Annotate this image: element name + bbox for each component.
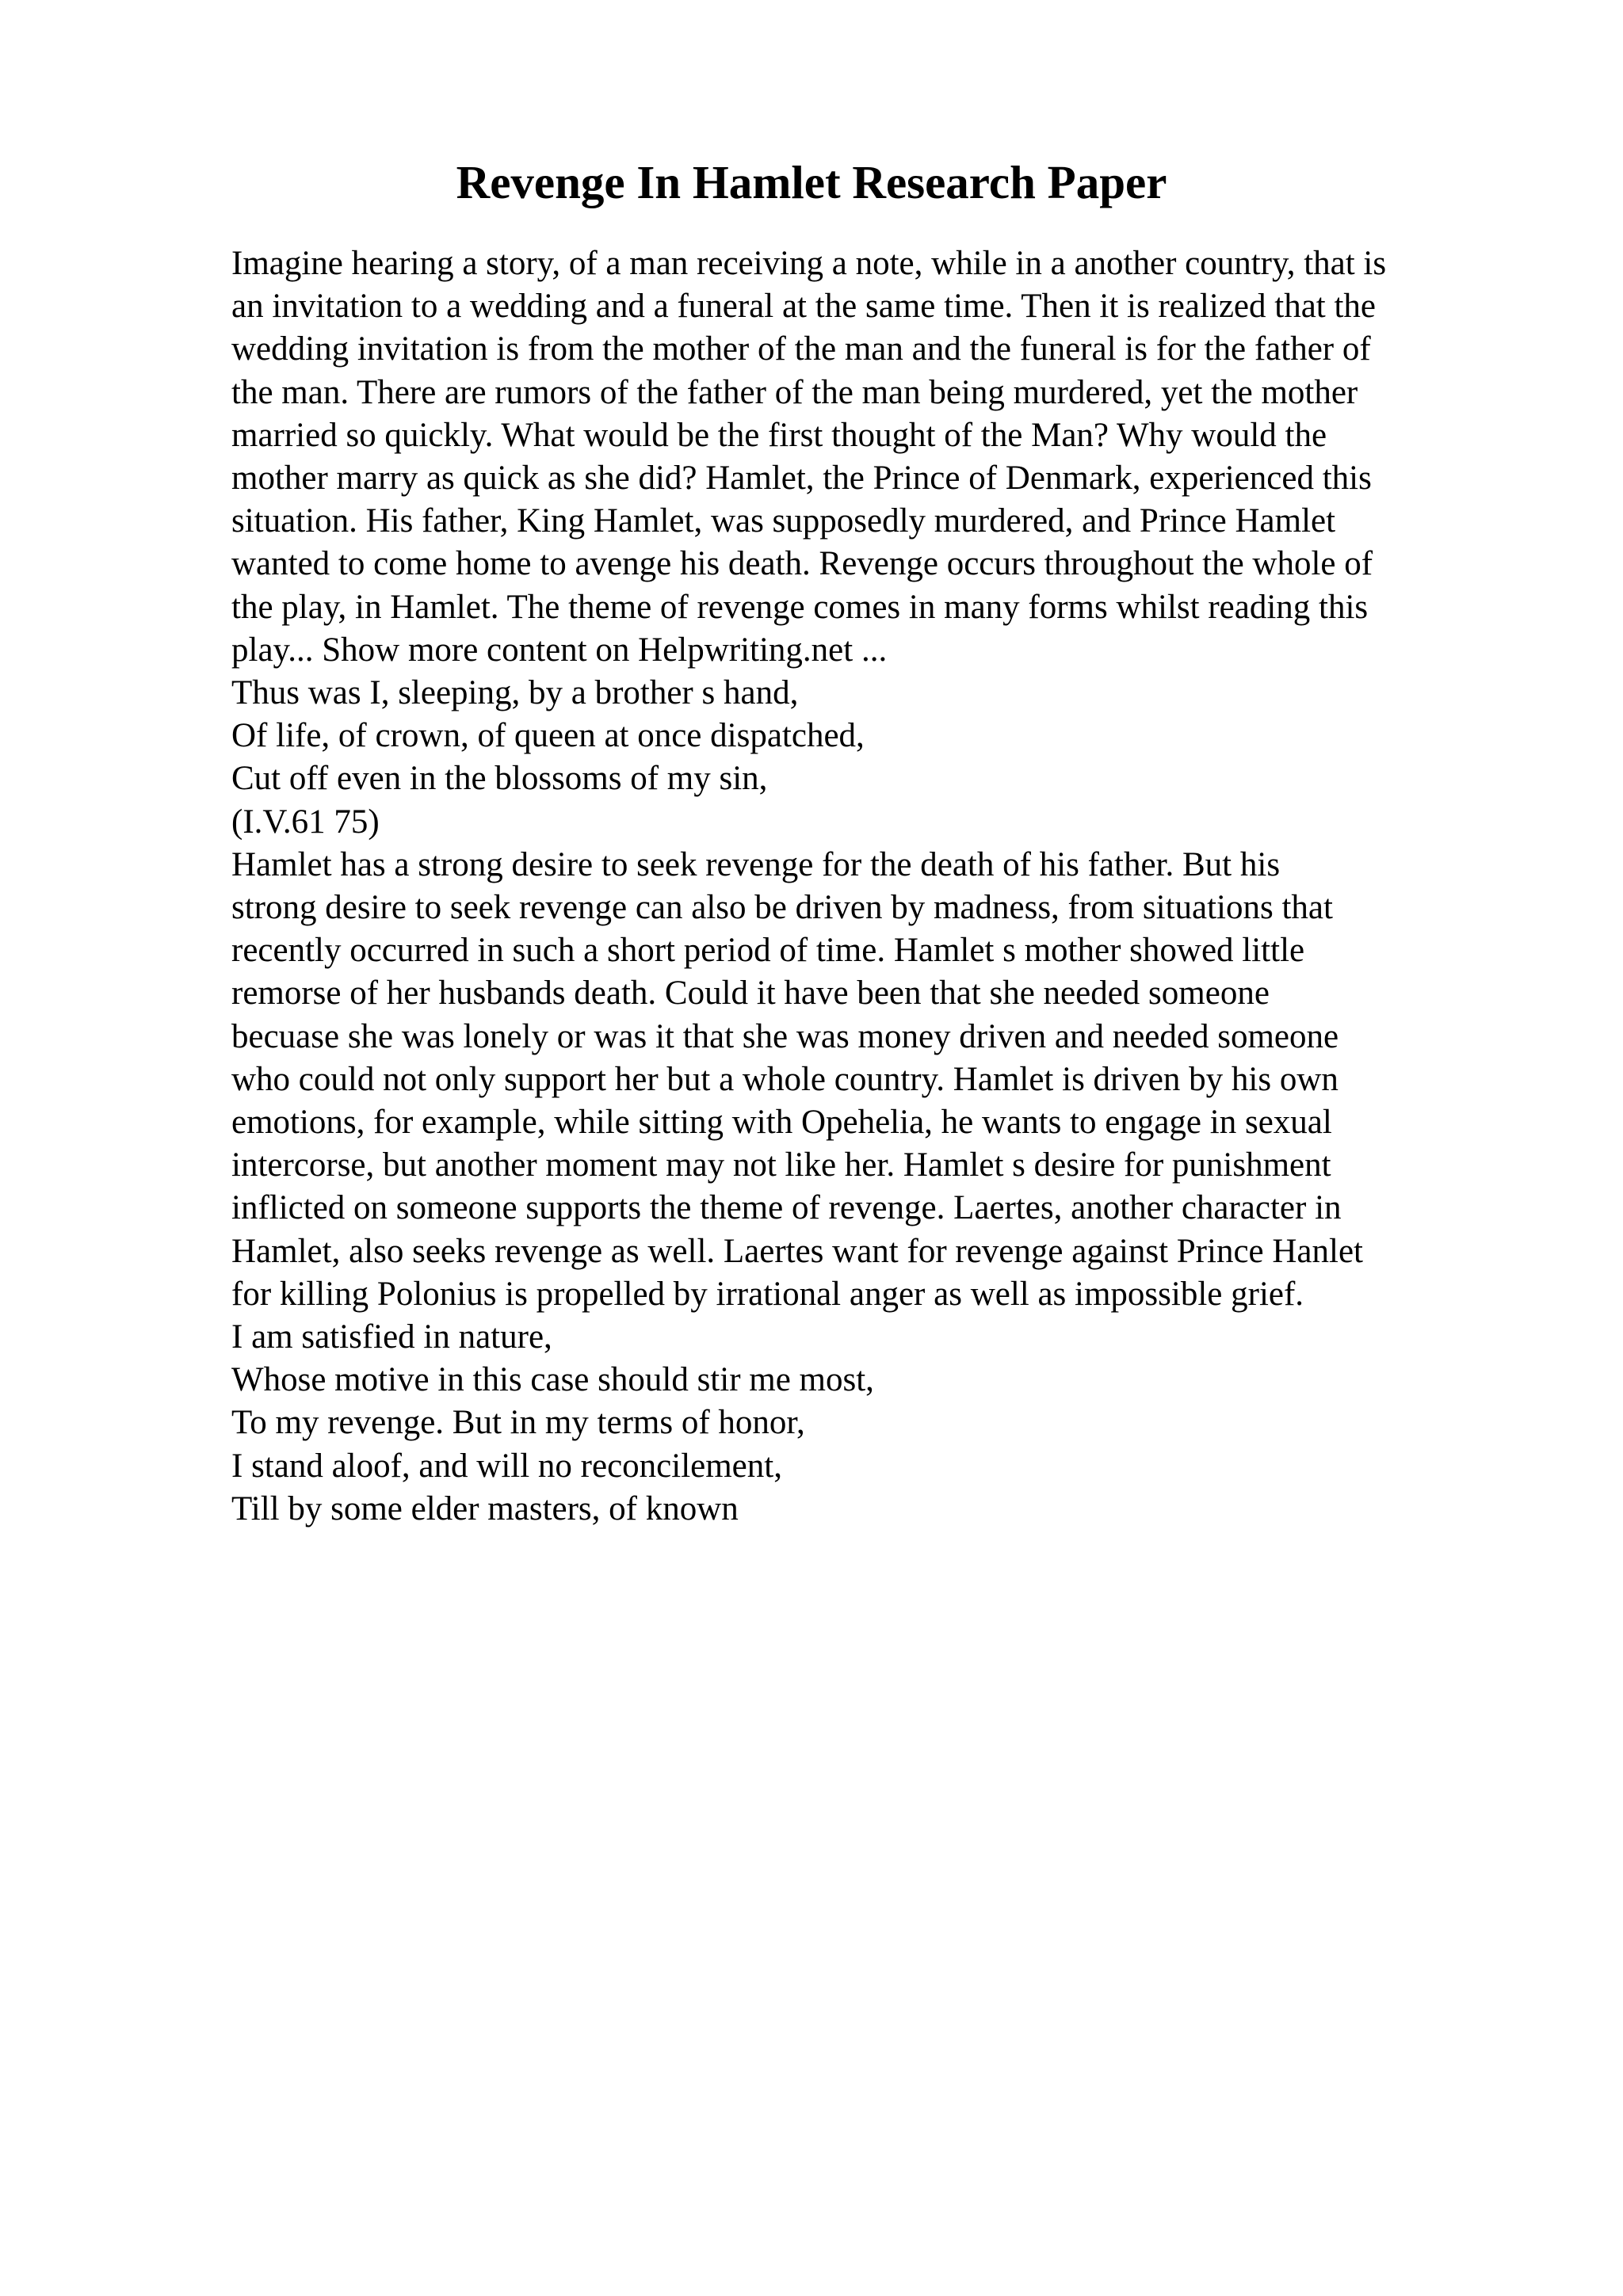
quote-line: I am satisfied in nature, — [231, 1318, 552, 1356]
paragraph-line: the play, in Hamlet. The theme of revenge comes in many forms whilst reading this — [231, 588, 1369, 626]
quote-line: Of life, of crown, of queen at once dispatched, — [231, 717, 865, 755]
paragraph-line: Hamlet has a strong desire to seek revenge for the death of his father. But his — [231, 845, 1281, 883]
paragraph-line: an invitation to a wedding and a funeral at the same time. Then it is realized that the — [231, 288, 1377, 326]
paragraph-line: for killing Polonius is propelled by irrational anger as well as impossible grief. — [231, 1275, 1304, 1313]
paragraph-line: Hamlet, also seeks revenge as well. Laertes want for revenge against Prince Hanlet — [231, 1232, 1363, 1270]
paragraph-line: the man. There are rumors of the father of the man being murdered, yet the mother — [231, 373, 1358, 411]
quote-line: I stand aloof, and will no reconcilement, — [231, 1447, 782, 1485]
quote-line: Thus was I, sleeping, by a brother s hand, — [231, 674, 799, 712]
paragraph-line: mother marry as quick as she did? Hamlet, the Prince of Denmark, experienced this — [231, 460, 1372, 498]
document-body — [231, 242, 1515, 1531]
paragraph-line: situation. His father, King Hamlet, was supposedly murdered, and Prince Hamlet — [231, 502, 1336, 540]
paragraph-line: intercorse, but another moment may not like her. Hamlet s desire for punishment — [231, 1146, 1331, 1184]
quote-line: Whose motive in this case should stir me most, — [231, 1361, 874, 1399]
quote-line: To my revenge. But in my terms of honor, — [231, 1404, 805, 1442]
page-title: Revenge In Hamlet Research Paper — [456, 156, 1167, 208]
paragraph-line: remorse of her husbands death. Could it have been that she needed someone — [231, 974, 1270, 1013]
paragraph-line: recently occurred in such a short period of time. Hamlet s mother showed little — [231, 932, 1305, 970]
citation-line: (I.V.61 75) — [231, 803, 380, 841]
quote-line: Cut off even in the blossoms of my sin, — [231, 760, 768, 798]
paragraph-line: married so quickly. What would be the first thought of the Man? Why would the — [231, 416, 1327, 454]
paragraph-line: emotions, for example, while sitting with Opehelia, he wants to engage in sexual — [231, 1104, 1332, 1142]
paragraph-line: becuase she was lonely or was it that she was money driven and needed someone — [231, 1017, 1339, 1055]
paragraph-line: wedding invitation is from the mother of the man and the funeral is for the father of — [231, 330, 1371, 368]
paragraph-line: wanted to come home to avenge his death. Revenge occurs throughout the whole of — [231, 545, 1373, 583]
quote-line: Till by some elder masters, of known — [231, 1489, 739, 1527]
paragraph-line: strong desire to seek revenge can also be driven by madness, from situations that — [231, 889, 1333, 927]
paragraph-line: Imagine hearing a story, of a man receiving a note, while in a another country, that is — [231, 245, 1387, 282]
paragraph-line: play... Show more content on Helpwriting.net ... — [231, 631, 888, 669]
paragraph-line: inflicted on someone supports the theme of revenge. Laertes, another character in — [231, 1189, 1342, 1227]
paragraph-line: who could not only support her but a whole country. Hamlet is driven by his own — [231, 1060, 1338, 1098]
